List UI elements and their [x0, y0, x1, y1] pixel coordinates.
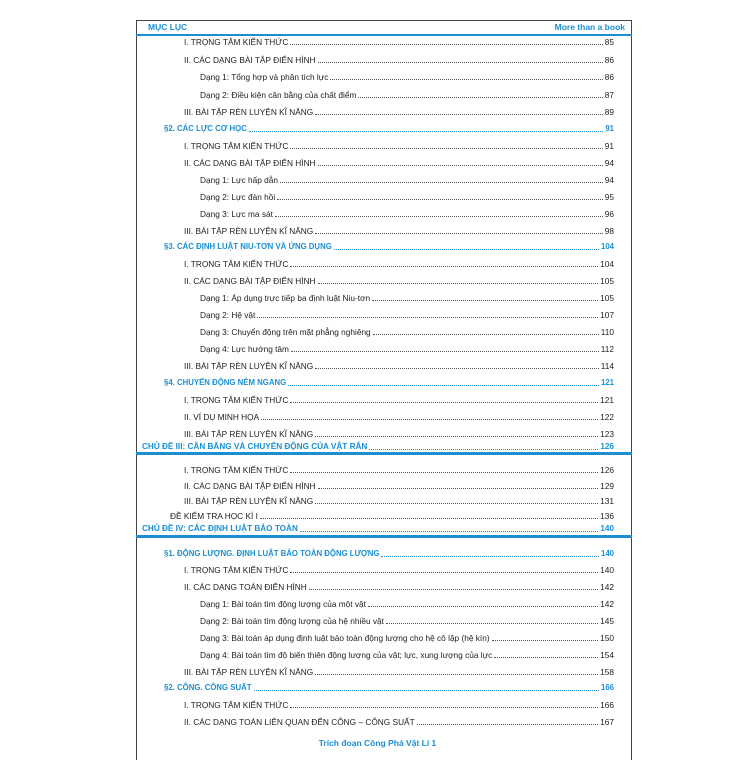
dot-leader [358, 96, 602, 98]
dot-leader [261, 418, 598, 420]
toc-label: I. TRỌNG TÂM KIẾN THỨC [184, 37, 289, 47]
toc-entry [184, 154, 614, 168]
dot-leader [372, 299, 598, 301]
toc-page-number: 94 [604, 175, 614, 185]
toc-label: Dạng 3: Lực ma sát [200, 209, 273, 219]
toc-chapter [142, 438, 614, 452]
dot-leader [254, 689, 599, 691]
dot-leader [315, 673, 598, 675]
dot-leader [318, 164, 603, 166]
toc-label: §3. CÁC ĐỊNH LUẬT NIU-TƠN VÀ ỨNG DỤNG [164, 242, 332, 251]
toc-page-number: 126 [600, 465, 614, 475]
toc-section [164, 545, 614, 559]
toc-label: II. CÁC DẠNG TOÁN LIÊN QUAN ĐẾN CÔNG – CÔNG SUẤT [184, 717, 415, 727]
chapter-rule [136, 535, 632, 538]
toc-page-number: 91 [605, 124, 614, 133]
toc-entry [184, 391, 614, 405]
toc-entry [200, 340, 614, 354]
toc-label: §2. CÁC LỰC CƠ HỌC [164, 124, 247, 133]
header-title: MỤC LỤC [148, 22, 188, 32]
dot-leader [315, 435, 598, 437]
toc-chapter [142, 520, 614, 534]
toc-page-number: 91 [604, 141, 614, 151]
footer-text: Trích đoạn Công Phá Vật Lí 1 [318, 738, 437, 748]
toc-page-number: 145 [600, 616, 614, 626]
toc-label: I. TRỌNG TÂM KIẾN THỨC [184, 259, 289, 269]
toc-label: III. BÀI TẬP RÈN LUYỆN KĨ NĂNG [184, 361, 314, 371]
toc-label: Dạng 1: Lực hấp dẫn [200, 175, 278, 185]
toc-page-number: 140 [600, 565, 614, 575]
toc-entry [200, 646, 614, 660]
toc-entry [200, 86, 614, 100]
toc-entry [184, 663, 614, 677]
toc-page-number: 94 [604, 158, 614, 168]
toc-label: II. CÁC DẠNG BÀI TẬP ĐIỂN HÌNH [184, 158, 316, 168]
toc-label: CHỦ ĐỀ III: CÂN BẰNG VÀ CHUYỂN ĐỘNG CỦA VẬT RẮN [142, 442, 368, 451]
toc-label: ĐỀ KIỂM TRA HỌC KÌ I [170, 511, 258, 521]
toc-label: III. BÀI TẬP RÈN LUYỆN KĨ NĂNG [184, 107, 314, 117]
toc-entry [184, 477, 614, 491]
toc-label: II. CÁC DẠNG BÀI TẬP ĐIỂN HÌNH [184, 481, 316, 491]
dot-leader [315, 367, 599, 369]
toc-label: I. TRỌNG TÂM KIẾN THỨC [184, 465, 289, 475]
toc-page-number: 121 [600, 378, 614, 387]
dot-leader [368, 605, 598, 607]
toc-entry [184, 222, 614, 236]
toc-page-number: 140 [600, 524, 614, 533]
toc-page-number: 154 [600, 650, 614, 660]
toc-entry [200, 188, 614, 202]
toc-entry [184, 696, 614, 710]
dot-leader [492, 639, 599, 641]
dot-leader [315, 232, 603, 234]
toc-entry [184, 561, 614, 575]
toc-entry [184, 33, 614, 47]
toc-label: II. CÁC DẠNG BÀI TẬP ĐIỂN HÌNH [184, 276, 316, 286]
toc-entry [200, 205, 614, 219]
toc-page-number: 105 [600, 276, 614, 286]
toc-entry [184, 461, 614, 475]
dot-leader [290, 265, 598, 267]
dot-leader [315, 502, 598, 504]
toc-page-number: 136 [600, 511, 614, 521]
toc-page-number: 142 [600, 582, 614, 592]
toc-page-number: 107 [600, 310, 614, 320]
toc-label: §2. CÔNG. CÔNG SUẤT [164, 683, 252, 692]
toc-label: Dạng 1: Bài toán tìm động lượng của một vật [200, 599, 366, 609]
header-tagline: More than a book [554, 22, 625, 32]
dot-leader [386, 622, 598, 624]
dot-leader [318, 61, 603, 63]
toc-page-number: 158 [600, 667, 614, 677]
toc-page-number: 122 [600, 412, 614, 422]
toc-label: Dạng 1: Tổng hợp và phân tích lực [200, 72, 329, 82]
dot-leader [290, 43, 602, 45]
toc-entry [170, 507, 614, 521]
toc-entry [200, 595, 614, 609]
dot-leader [257, 316, 598, 318]
toc-label: Dạng 3: Chuyển động trên mặt phẳng nghiêng [200, 327, 371, 337]
toc-section [164, 238, 614, 252]
toc-label: Dạng 3: Bài toán áp dụng định luật bảo toàn động lượng cho hệ cô lập (hệ kín) [200, 633, 490, 643]
toc-label: Dạng 2: Lực đàn hồi [200, 192, 276, 202]
toc-page-number: 112 [600, 344, 614, 354]
toc-page-number: 166 [600, 683, 614, 692]
dot-leader [494, 656, 598, 658]
toc-entry [200, 289, 614, 303]
toc-entry [200, 323, 614, 337]
toc-label: III. BÀI TẬP RÈN LUYỆN KĨ NĂNG [184, 429, 314, 439]
toc-entry [184, 51, 614, 65]
toc-label: I. TRỌNG TÂM KIẾN THỨC [184, 395, 289, 405]
toc-page-number: 104 [600, 259, 614, 269]
dot-leader [318, 487, 599, 489]
toc-label: I. TRỌNG TÂM KIẾN THỨC [184, 565, 289, 575]
toc-entry [184, 255, 614, 269]
toc-label: I. TRỌNG TÂM KIẾN THỨC [184, 141, 289, 151]
dot-leader [280, 181, 603, 183]
dot-leader [291, 350, 599, 352]
toc-section [164, 374, 614, 388]
toc-page-number: 95 [604, 192, 614, 202]
toc-entry [200, 68, 614, 82]
toc-entry [184, 272, 614, 286]
toc-entry [184, 137, 614, 151]
toc-label: §4. CHUYỂN ĐỘNG NÉM NGANG [164, 378, 287, 387]
dot-leader [275, 215, 603, 217]
toc-page-number: 114 [600, 361, 614, 371]
toc-page-number: 150 [600, 633, 614, 643]
toc-page-number: 142 [600, 599, 614, 609]
toc-entry [200, 306, 614, 320]
toc-label: III. BÀI TẬP RÈN LUYỆN KĨ NĂNG [184, 667, 314, 677]
toc-label: I. TRỌNG TÂM KIẾN THỨC [184, 700, 289, 710]
dot-leader [381, 555, 599, 557]
toc-page-number: 129 [600, 481, 614, 491]
dot-leader [417, 723, 598, 725]
toc-page-number: 166 [600, 700, 614, 710]
dot-leader [288, 384, 599, 386]
toc-label: Dạng 1: Áp dụng trực tiếp ba định luật Niu-tơn [200, 293, 371, 303]
toc-entry [184, 713, 614, 727]
dot-leader [318, 282, 599, 284]
toc-label: Dạng 2: Bài toán tìm động lượng của hệ nhiều vật [200, 616, 384, 626]
toc-label: CHỦ ĐỀ IV: CÁC ĐỊNH LUẬT BẢO TOÀN [142, 524, 298, 533]
dot-leader [369, 448, 598, 450]
toc-page-number: 105 [600, 293, 614, 303]
dot-leader [290, 706, 598, 708]
dot-leader [290, 471, 598, 473]
toc-entry [184, 408, 614, 422]
toc-page-number: 85 [604, 37, 614, 47]
dot-leader [249, 130, 603, 132]
toc-label: II. CÁC DẠNG BÀI TẬP ĐIỂN HÌNH [184, 55, 316, 65]
toc-section [164, 120, 614, 134]
toc-label: III. BÀI TẬP RÈN LUYỆN KĨ NĂNG [184, 226, 314, 236]
toc-label: III. BÀI TẬP RÈN LUYỆN KĨ NĂNG [184, 496, 314, 506]
dot-leader [300, 530, 598, 532]
toc-label: II. CÁC DẠNG TOÁN ĐIỂN HÌNH [184, 582, 307, 592]
toc-page-number: 121 [600, 395, 614, 405]
toc-page-number: 104 [600, 242, 614, 251]
toc-label: Dạng 4: Bài toán tìm độ biến thiên động lượng của vật; lực, xung lượng của lực [200, 650, 493, 660]
dot-leader [315, 113, 603, 115]
toc-page-number: 86 [604, 72, 614, 82]
toc-section [164, 679, 614, 693]
toc-page-number: 110 [600, 327, 614, 337]
toc-entry [200, 171, 614, 185]
chapter-rule [136, 452, 632, 455]
toc-page-number: 167 [600, 717, 614, 727]
dot-leader [290, 571, 598, 573]
toc-page-number: 89 [604, 107, 614, 117]
toc-label: II. VÍ DỤ MINH HỌA [184, 412, 260, 422]
toc-page-number: 96 [604, 209, 614, 219]
toc-page-number: 123 [600, 429, 614, 439]
toc-label: §1. ĐỘNG LƯỢNG. ĐỊNH LUẬT BẢO TOÀN ĐỘNG LƯỢNG [164, 549, 380, 558]
dot-leader [373, 333, 599, 335]
toc-page-number: 131 [600, 496, 614, 506]
toc-page-number: 140 [600, 549, 614, 558]
toc-entry [200, 612, 614, 626]
toc-entry [184, 357, 614, 371]
dot-leader [277, 198, 603, 200]
toc-entry [200, 629, 614, 643]
toc-entry [184, 425, 614, 439]
toc-entry [184, 103, 614, 117]
toc-entry [184, 492, 614, 506]
dot-leader [309, 588, 598, 590]
dot-leader [330, 78, 602, 80]
toc-page-number: 126 [600, 442, 614, 451]
toc-page-number: 86 [604, 55, 614, 65]
toc-entry [184, 578, 614, 592]
dot-leader [290, 401, 598, 403]
toc-label: Dạng 4: Lực hướng tâm [200, 344, 289, 354]
dot-leader [290, 147, 602, 149]
toc-label: Dạng 2: Hệ vật [200, 310, 256, 320]
toc-page-number: 98 [604, 226, 614, 236]
dot-leader [260, 517, 598, 519]
dot-leader [334, 248, 599, 250]
toc-page-number: 87 [604, 90, 614, 100]
toc-label: Dạng 2: Điều kiện cân bằng của chất điểm [200, 90, 357, 100]
